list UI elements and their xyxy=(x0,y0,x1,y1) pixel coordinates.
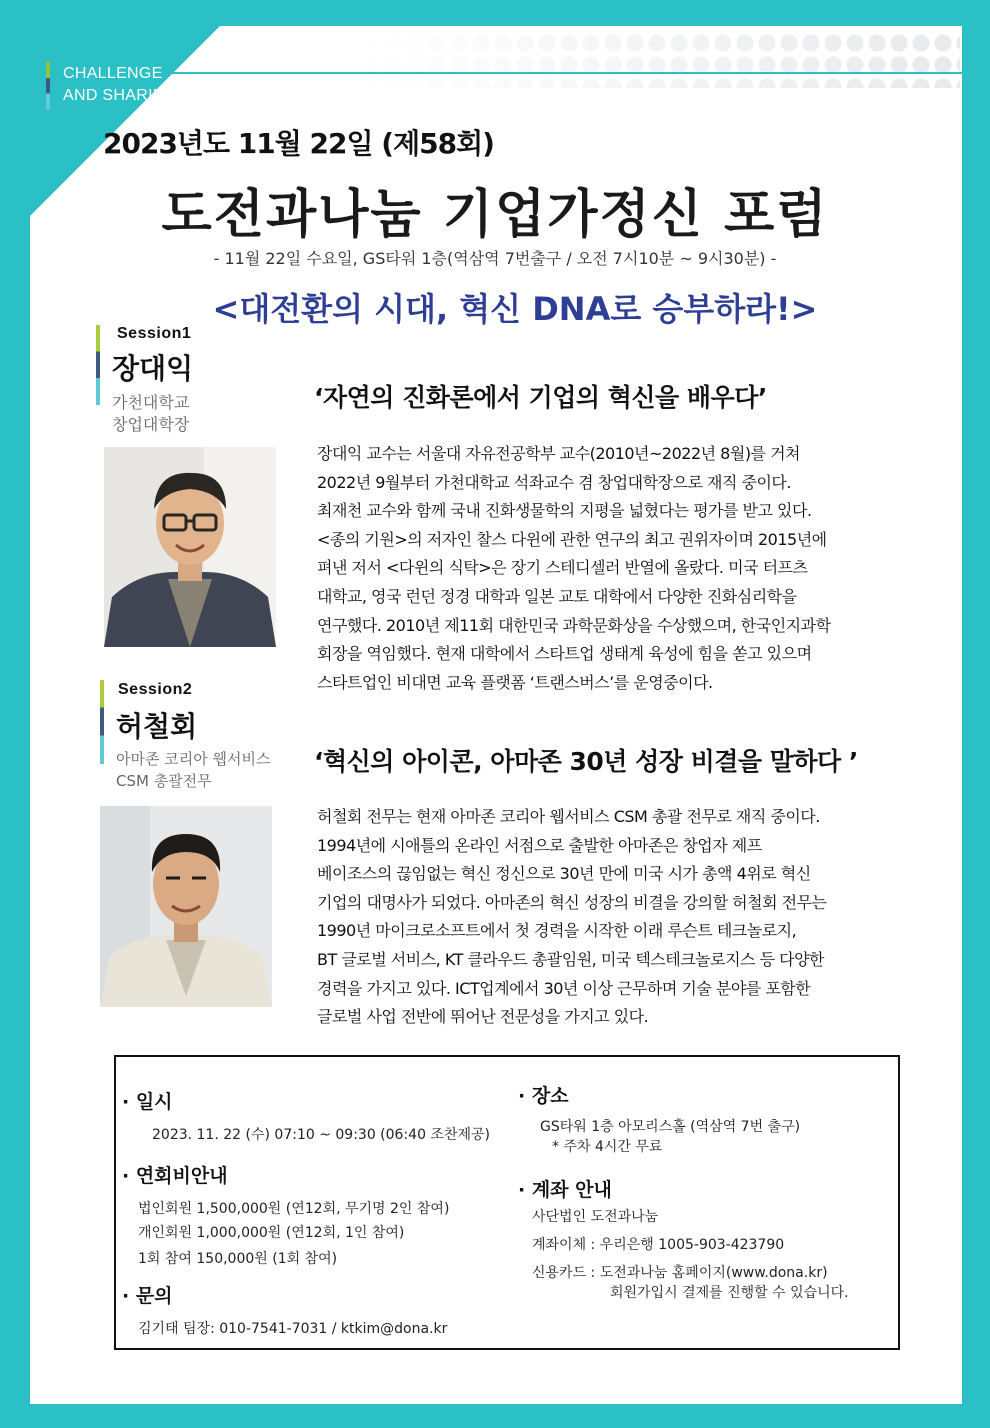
session2-body-line: 1990년 마이크로소프트에서 첫 경력을 시작한 이래 루슨트 테크놀로지, xyxy=(317,921,797,941)
contact-heading: · 문의 xyxy=(122,1285,173,1307)
speaker1-photo xyxy=(104,447,276,647)
venue-text: GS타워 1층 아모리스홀 (역삼역 7번 출구) xyxy=(540,1119,801,1135)
session2-body-line: 베이조스의 끊임없는 혁신 정신으로 30년 만에 미국 시가 총액 4위로 혁신 xyxy=(317,864,811,884)
fees-heading: · 연회비안내 xyxy=(122,1165,228,1187)
session1-body-line: 연구했다. 2010년 제11회 대한민국 과학문화상을 수상했으며, 한국인지과학 xyxy=(317,615,831,635)
session2-body-line: 글로벌 사업 전반에 뛰어난 전문성을 가지고 있다. xyxy=(317,1007,649,1027)
session1-body-line: <종의 기원>의 저자인 찰스 다윈에 관한 연구의 최고 권위자이며 2015년에 xyxy=(317,529,827,549)
session1-body-line: 2022년 9월부터 가천대학교 석좌교수 겸 창업대학장으로 재직 중이다. xyxy=(317,472,791,492)
brand-line-2: AND SHARING xyxy=(63,87,178,104)
session1-talk-title: ‘자연의 진화론에서 기업의 혁신을 배우다’ xyxy=(314,383,767,412)
session1-bar xyxy=(96,325,100,405)
speaker1-portrait xyxy=(104,447,276,647)
session1-affiliation xyxy=(112,392,189,436)
account-line: 신용카드 : 도전과나눔 홈페이지(www.dona.kr) xyxy=(532,1265,828,1281)
parking-text: * 주차 4시간 무료 xyxy=(552,1139,663,1155)
event-subtitle: - 11월 22일 수요일, GS타워 1층(역삼역 7번출구 / 오전 7시10분 ~ 9시30분) - xyxy=(213,249,777,268)
account-line: 회원가입시 결제를 진행할 수 있습니다. xyxy=(610,1285,849,1301)
session1-affiliation-line: 가천대학교 xyxy=(112,393,190,412)
session1-body-line: 회장을 역임했다. 현재 대학에서 스타트업 생태계 육성에 힘을 쏟고 있으며 xyxy=(317,644,812,664)
brand-line-1: CHALLENGE xyxy=(63,65,163,82)
brand-mark xyxy=(46,62,216,110)
session2-body-line: 허철회 전무는 현재 아마존 코리아 웹서비스 CSM 총괄 전무로 재직 중이다. xyxy=(317,807,820,826)
session2-affiliation-line: CSM 총괄전무 xyxy=(116,772,212,790)
dot-fade xyxy=(360,32,960,88)
session2-label: Session2 xyxy=(118,681,193,698)
session2-body-line: 경력을 가지고 있다. ICT업계에서 30년 이상 근무하며 기술 분야를 포함한 xyxy=(317,978,811,998)
speaker2-portrait xyxy=(100,806,272,1007)
fee-line: 1회 참여 150,000원 (1회 참여) xyxy=(138,1251,338,1267)
session1-body-line: 펴낸 저서 <다윈의 식탁>은 장기 스테디셀러 반열에 올랐다. 미국 터프츠 xyxy=(317,558,808,578)
session2-body-line: BT 글로벌 서비스, KT 클라우드 총괄임원, 미국 텍스테크놀로지스 등 다양한 xyxy=(317,949,824,969)
schedule-text: 2023. 11. 22 (수) 07:10 ~ 09:30 (06:40 조찬제공) xyxy=(152,1127,490,1143)
session2-body-line: 기업의 대명사가 되었다. 아마존의 혁신 성장의 비결을 강의할 허철회 전무는 xyxy=(317,892,827,912)
fee-line: 개인회원 1,000,000원 (연12회, 1인 참여) xyxy=(138,1225,405,1241)
account-heading: · 계좌 안내 xyxy=(518,1179,612,1201)
session2-body-line: 1994년에 시애틀의 온라인 서점으로 출발한 아마존은 창업자 제프 xyxy=(317,835,762,855)
schedule-heading: · 일시 xyxy=(122,1091,173,1113)
session2-affiliation xyxy=(116,748,270,792)
session2-bar xyxy=(100,680,104,764)
session1-body-line: 최재천 교수와 함께 국내 진화생물학의 지평을 넓혔다는 평가를 받고 있다. xyxy=(317,501,812,521)
session1-speaker: 장대익 xyxy=(112,352,194,385)
session1-description xyxy=(317,440,917,697)
forum-theme: <대전환의 시대, 혁신 DNA로 승부하라!> xyxy=(212,290,818,328)
account-line: 사단법인 도전과나눔 xyxy=(532,1209,659,1225)
speaker2-photo xyxy=(100,806,272,1007)
contact-text: 김기태 팀장: 010-7541-7031 / ktkim@dona.kr xyxy=(138,1321,448,1337)
session1-label: Session1 xyxy=(117,325,192,342)
session2-talk-title: ‘혁신의 아이콘, 아마존 30년 성장 비결을 말하다 ’ xyxy=(314,747,858,776)
session2-speaker: 허철회 xyxy=(116,710,198,743)
session2-description xyxy=(317,803,917,1032)
session1-body-line: 대학교, 영국 런던 정경 대학과 일본 교토 대학에서 다양한 진화심리학을 xyxy=(317,586,797,606)
page-title: 도전과나눔 기업가정신 포럼 xyxy=(161,185,829,245)
session1-body-line: 장대익 교수는 서울대 자유전공학부 교수(2010년~2022년 8월)를 거쳐 xyxy=(317,444,801,463)
session2-affiliation-line: 아마존 코리아 웹서비스 xyxy=(116,750,271,768)
account-line: 계좌이체 : 우리은행 1005-903-423790 xyxy=(532,1237,785,1253)
brand-bar xyxy=(46,62,50,110)
fee-line: 법인회원 1,500,000원 (연12회, 무기명 2인 참여) xyxy=(138,1201,450,1217)
venue-heading: · 장소 xyxy=(518,1085,569,1107)
session1-body-line: 스타트업인 비대면 교육 플랫폼 ‘트랜스버스’를 운영중이다. xyxy=(317,672,713,692)
info-box xyxy=(114,1055,900,1350)
brand-text xyxy=(63,63,177,107)
date-line: 2023년도 11월 22일 (제58회) xyxy=(103,127,494,160)
session1-affiliation-line: 창업대학장 xyxy=(112,415,190,434)
